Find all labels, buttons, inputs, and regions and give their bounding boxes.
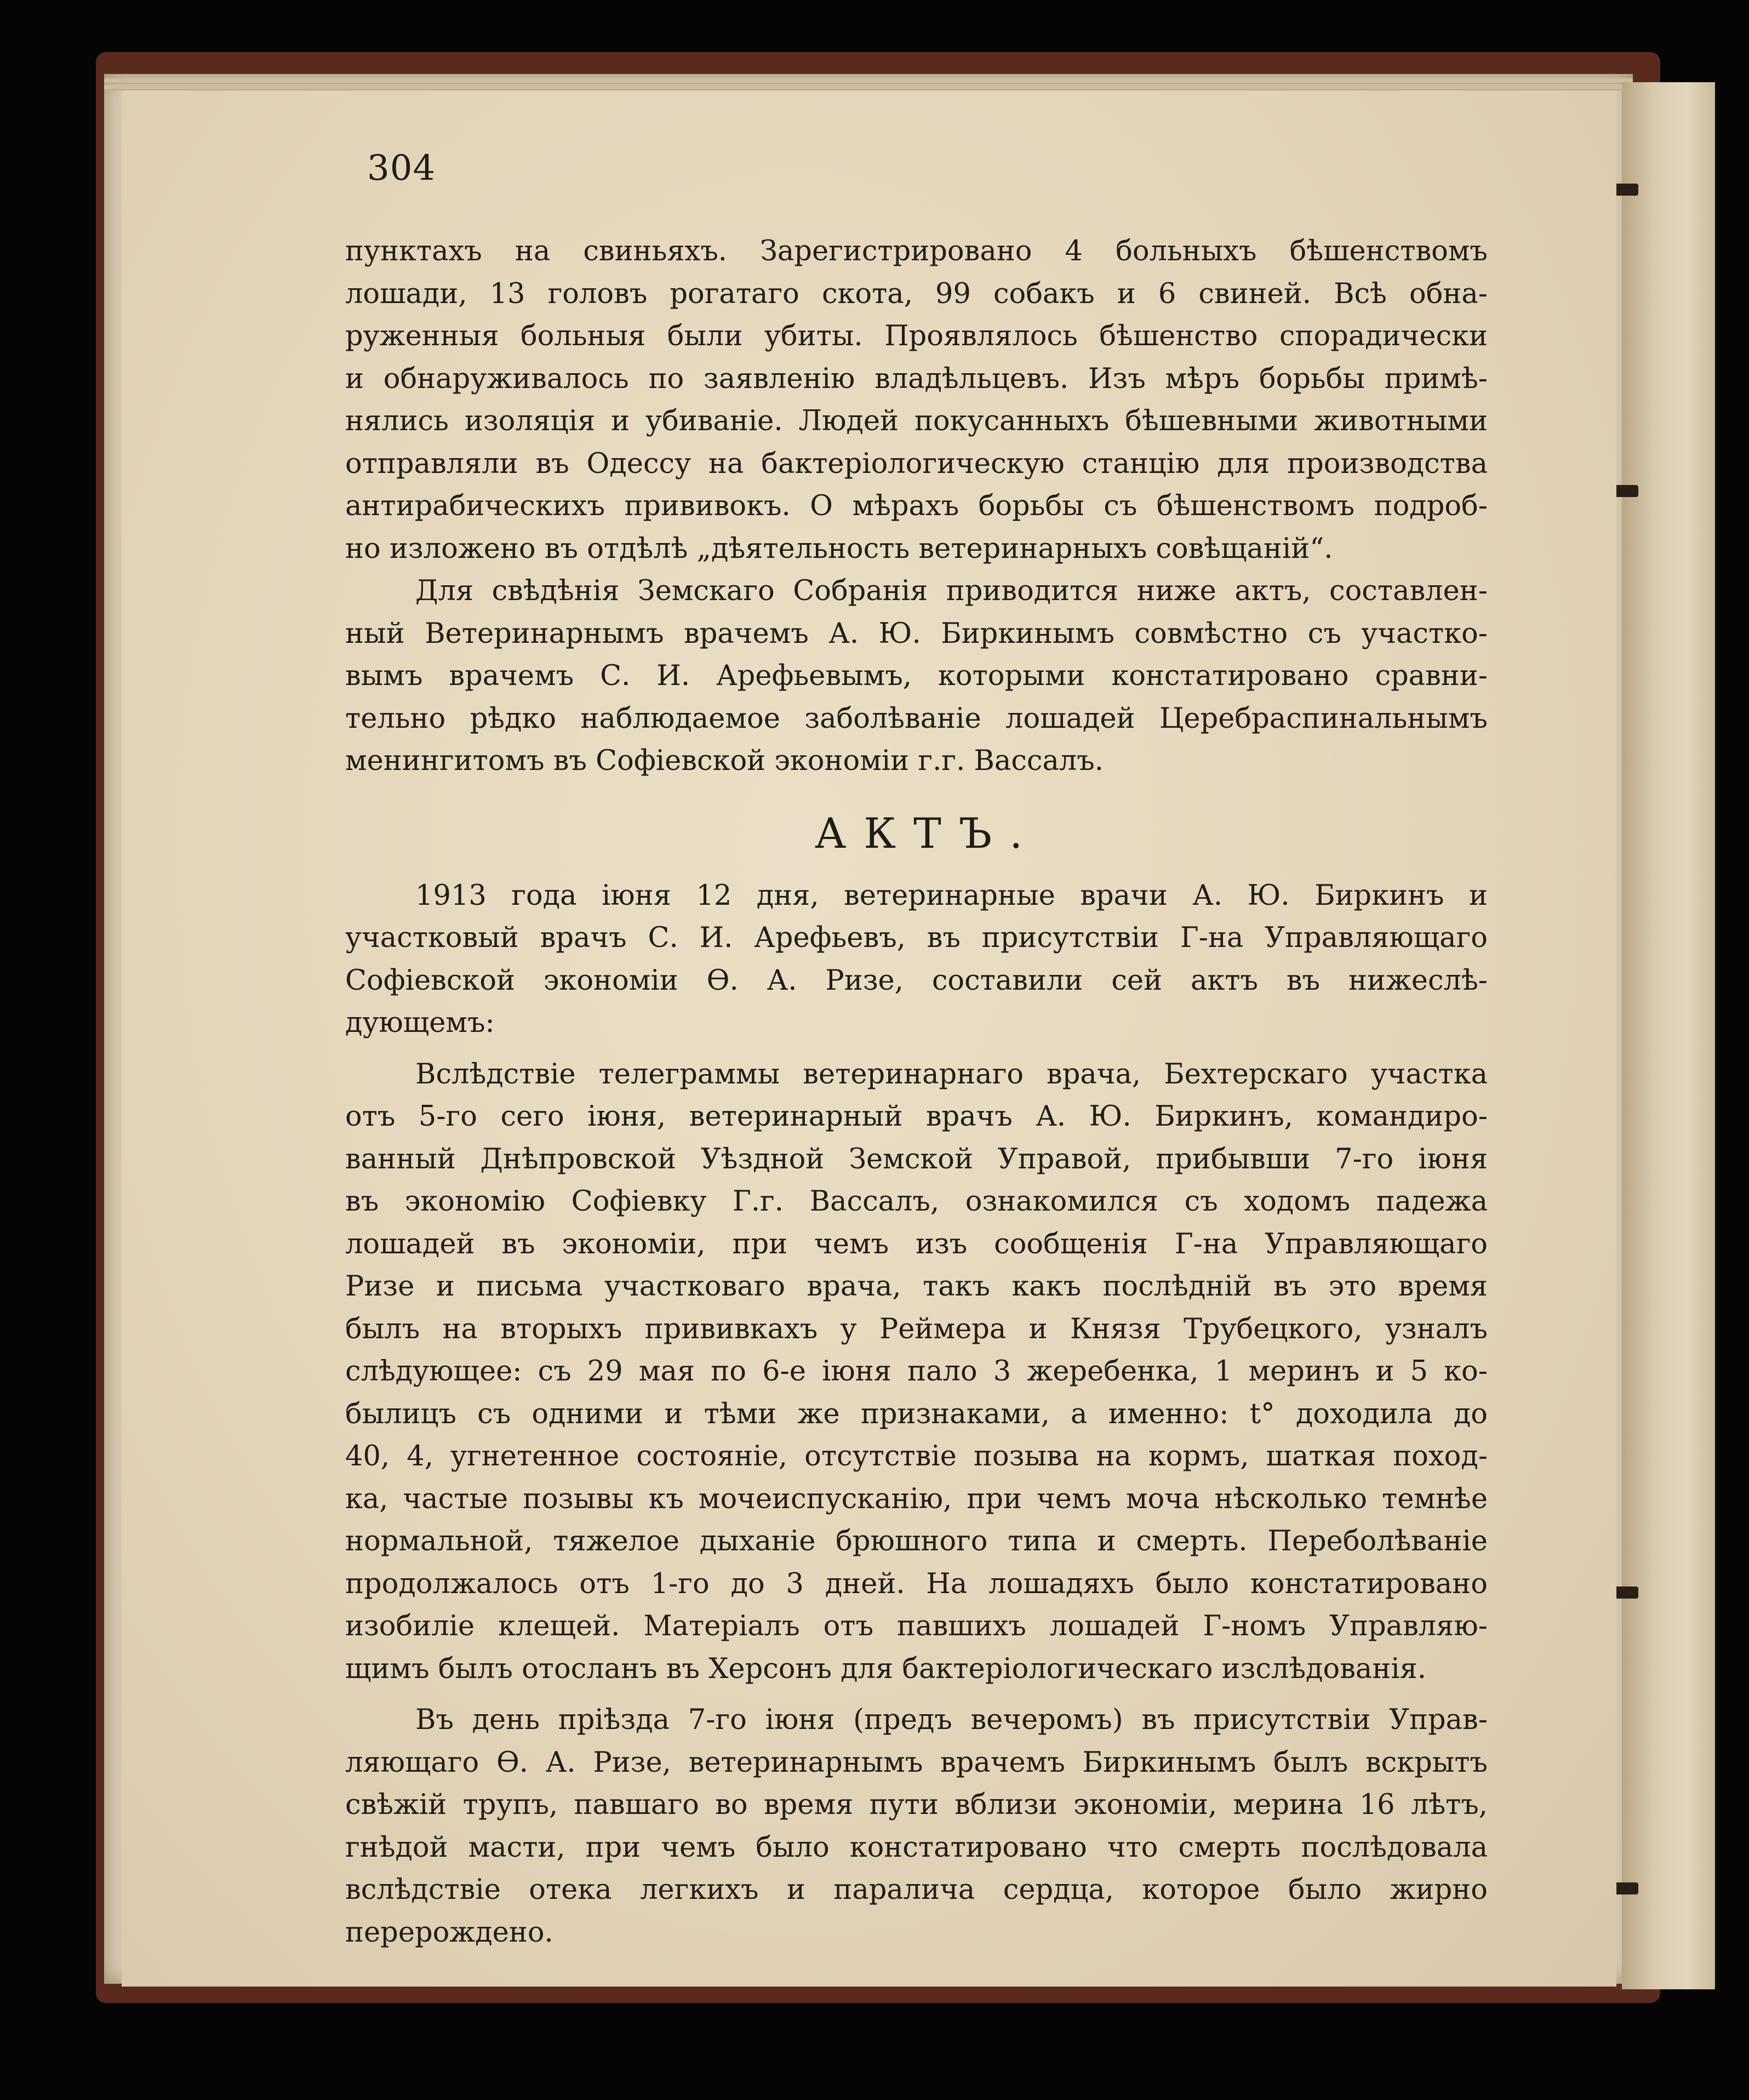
text-line: антирабическихъ прививокъ. О мѣрахъ борьбы съ бѣшенствомъ подроб- xyxy=(345,490,1488,522)
text-line: Для свѣдѣнія Земскаго Собранія приводится ниже актъ, составлен- xyxy=(415,575,1488,607)
page-body-text xyxy=(345,230,1488,1954)
book-gutter xyxy=(1622,82,1715,1989)
text-line: въ экономію Софіевку Г.г. Вассалъ, ознакомился съ ходомъ падежа xyxy=(345,1185,1488,1218)
text-line: Ризе и письма участковаго врача, такъ какъ послѣдній въ это время xyxy=(345,1270,1488,1303)
text-line: ка, частые позывы къ мочеиспусканію, при чемъ моча нѣсколько темнѣе xyxy=(345,1482,1488,1515)
text-line: изобиліе клещей. Матеріалъ отъ павшихъ лошадей Г-номъ Управляю- xyxy=(345,1610,1488,1642)
paragraph-5 xyxy=(345,1699,1488,1954)
paragraph-4 xyxy=(345,1053,1488,1691)
text-line: продолжалось отъ 1-го до 3 дней. На лошадяхъ было констатировано xyxy=(345,1567,1488,1600)
text-line: участковый врачъ С. И. Арефьевъ, въ присутствіи Г-на Управляющаго xyxy=(345,922,1488,954)
text-line: нормальной, тяжелое дыханіе брюшного типа и смерть. Переболѣваніе xyxy=(345,1525,1488,1557)
text-line: 1913 года іюня 12 дня, ветеринарные врачи А. Ю. Биркинъ и xyxy=(415,879,1488,912)
text-line: ный Ветеринарнымъ врачемъ А. Ю. Биркинымъ совмѣстно съ участко- xyxy=(345,617,1488,650)
text-line: Софіевской экономіи Ѳ. А. Ризе, составили сей актъ въ нижеслѣ- xyxy=(345,964,1488,997)
text-line: отправляли въ Одессу на бактеріологическую станцію для производства xyxy=(345,447,1488,480)
text-line: былъ на вторыхъ прививкахъ у Реймера и Князя Трубецкого, узналъ xyxy=(345,1312,1488,1345)
text-line: свѣжій трупъ, павшаго во время пути вблизи экономіи, мерина 16 лѣтъ, xyxy=(345,1789,1488,1821)
text-line: вслѣдствіе отека легкихъ и паралича сердца, которое было жирно xyxy=(345,1874,1488,1906)
text-line: щимъ былъ отосланъ въ Херсонъ для бактеріологическаго изслѣдованія. xyxy=(345,1652,1427,1685)
page-stack-layer xyxy=(104,78,1633,84)
text-line: дующемъ: xyxy=(345,1007,495,1039)
text-line: гнѣдой масти, при чемъ было констатировано что смерть послѣдовала xyxy=(345,1831,1488,1864)
text-line: и обнаруживалось по заявленію владѣльцевъ. Изъ мѣръ борьбы примѣ- xyxy=(345,362,1488,395)
text-line: вымъ врачемъ С. И. Арефьевымъ, которыми констатировано сравни- xyxy=(345,660,1488,692)
text-line: но изложено въ отдѣлѣ „дѣятельность ветеринарныхъ совѣщаній“. xyxy=(345,532,1333,565)
text-line: лошадей въ экономіи, при чемъ изъ сообщенія Г-на Управляющаго xyxy=(345,1228,1488,1260)
text-line: тельно рѣдко наблюдаемое заболѣваніе лошадей Церебраспинальнымъ xyxy=(345,702,1488,735)
text-line: нялись изоляція и убиваніе. Людей покусанныхъ бѣшевными животными xyxy=(345,405,1488,437)
text-line: менингитомъ въ Софіевской экономіи г.г. Вассалъ. xyxy=(345,745,1104,777)
act-heading: АКТЪ. xyxy=(814,808,1041,858)
paragraph-3 xyxy=(345,875,1488,1045)
text-line: руженныя больныя были убиты. Проявлялось бѣшенство спорадически xyxy=(345,320,1488,352)
text-line: ванный Днѣпровской Уѣздной Земской Управой, прибывши 7-го іюня xyxy=(345,1143,1488,1175)
text-line: ляющаго Ѳ. А. Ризе, ветеринарнымъ врачемъ Биркинымъ былъ вскрытъ xyxy=(345,1746,1488,1779)
text-line: былицъ съ одними и тѣми же признаками, а именно: t° доходила до xyxy=(345,1397,1488,1430)
text-line: отъ 5-го сего іюня, ветеринарный врачъ А. Ю. Биркинъ, командиро- xyxy=(345,1100,1488,1133)
paragraph-2 xyxy=(345,570,1488,783)
text-line: лошади, 13 головъ рогатаго скота, 99 собакъ и 6 свиней. Всѣ обна- xyxy=(345,277,1488,310)
text-line: 40, 4, угнетенное состояніе, отсутствіе позыва на кормъ, шаткая поход- xyxy=(345,1440,1488,1473)
text-line: слѣдующее: съ 29 мая по 6-е іюня пало 3 жеребенка, 1 меринъ и 5 ко- xyxy=(345,1355,1488,1388)
text-line: перерождено. xyxy=(345,1916,553,1949)
text-line: Вслѣдствіе телеграммы ветеринарнаго врача, Бехтерскаго участка xyxy=(415,1058,1488,1091)
text-line: пунктахъ на свиньяхъ. Зарегистрировано 4 больныхъ бѣшенствомъ xyxy=(345,235,1488,267)
text-line: Въ день пріѣзда 7-го іюня (предъ вечеромъ) въ присутствіи Управ- xyxy=(415,1704,1488,1736)
page-number: 304 xyxy=(367,148,436,189)
page-stack-layer xyxy=(104,85,1633,90)
paragraph-1 xyxy=(345,230,1488,570)
